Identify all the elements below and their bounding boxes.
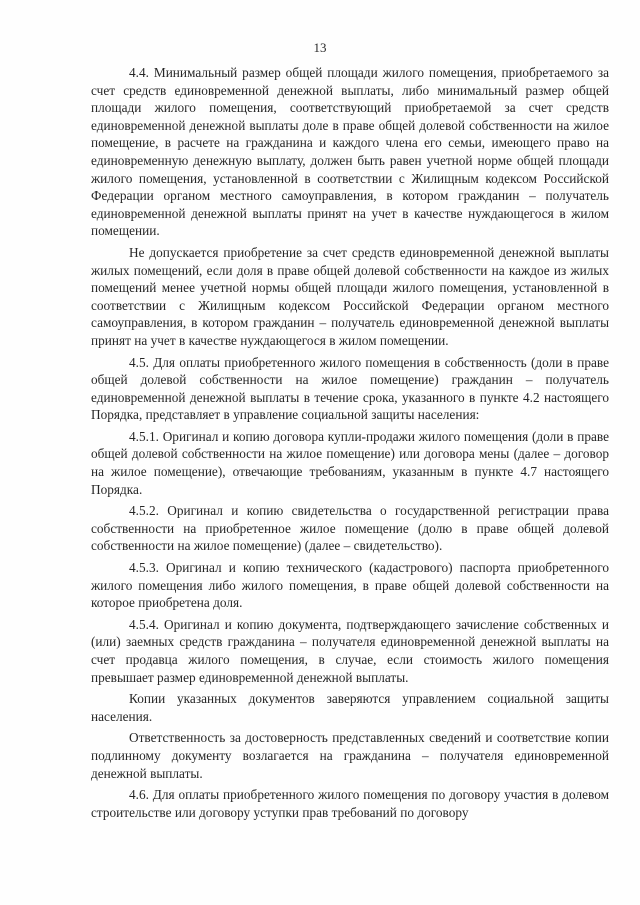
document-body bbox=[91, 64, 609, 823]
paragraph-4-5-2: 4.5.2. Оригинал и копию свидетельства о государственной регистрации права собственности на приобретенное жилое помещение (долю в праве общей долевой собственности на жилое помещение) (далее – свидетельство). bbox=[91, 503, 609, 554]
paragraph-4-5-4: 4.5.4. Оригинал и копию документа, подтверждающего зачисление собственных и (или) заемных средств гражданина – получателя единовременной денежной выплаты на счет продавца жилого помещения, в случае, если стоимость жилого помещения превышает размер единовременной денежной выплаты. bbox=[91, 616, 609, 685]
paragraph-copies-certified: Копии указанных документов заверяются управлением социальной защиты населения. bbox=[91, 691, 609, 724]
paragraph-4-4: 4.4. Минимальный размер общей площади жилого помещения, приобретаемого за счет средств единовременной денежной выплаты, либо минимальный размер общей площади жилого помещения, соответствующий приобретаемой за счет средств единовременной денежной выплаты доле в праве общей долевой собственности на жилое помещение, в расчете на гражданина и каждого члена его семьи, имеющего право на единовременную денежную выплату, должен быть равен учетной норме общей площади жилого помещения, установленной в соответствии с Жилищным кодексом Российской Федерации органом местного самоуправления, в котором гражданин – получатель единовременной денежной выплаты принят на учет в качестве нуждающегося в жилом помещении. bbox=[91, 65, 609, 239]
paragraph-responsibility: Ответственность за достоверность представленных сведений и соответствие копии подлинному документу возлагается на гражданина – получателя единовременной денежной выплаты. bbox=[91, 730, 609, 781]
page-number: 13 bbox=[313, 40, 327, 55]
paragraph-4-5-3: 4.5.3. Оригинал и копию технического (кадастрового) паспорта приобретенного жилого помещения либо жилого помещения, в праве общей долевой собственности на которое приобретена доля. bbox=[91, 560, 609, 611]
paragraph-4-5: 4.5. Для оплаты приобретенного жилого помещения в собственность (доли в праве общей долевой собственности на жилое помещение) гражданин – получатель единовременной денежной выплаты в течение срока, указанного в пункте 4.2 настоящего Порядка, представляет в управление социальной защиты населения: bbox=[91, 354, 609, 423]
paragraph-4-5-1: 4.5.1. Оригинал и копию договора купли-продажи жилого помещения (доли в праве общей долевой собственности на жилое помещение) или договора мены (далее – договор на жилое помещение), отвечающие требованиям, указанным в пункте 4.7 настоящего Порядка. bbox=[91, 428, 609, 497]
paragraph-share-restriction: Не допускается приобретение за счет средств единовременной денежной выплаты жилых помещений, если доля в праве общей долевой собственности на каждое из жилых помещений менее учетной нормы общей площади жилого помещения, установленной в соответствии с Жилищным кодексом Российской Федерации органом местного самоуправления, в котором гражданин – получатель единовременной денежной выплаты принят на учет в качестве нуждающегося в жилом помещении. bbox=[91, 244, 609, 348]
paragraph-4-6: 4.6. Для оплаты приобретенного жилого помещения по договору участия в долевом строительстве или договору уступки прав требований по договору bbox=[91, 787, 609, 820]
